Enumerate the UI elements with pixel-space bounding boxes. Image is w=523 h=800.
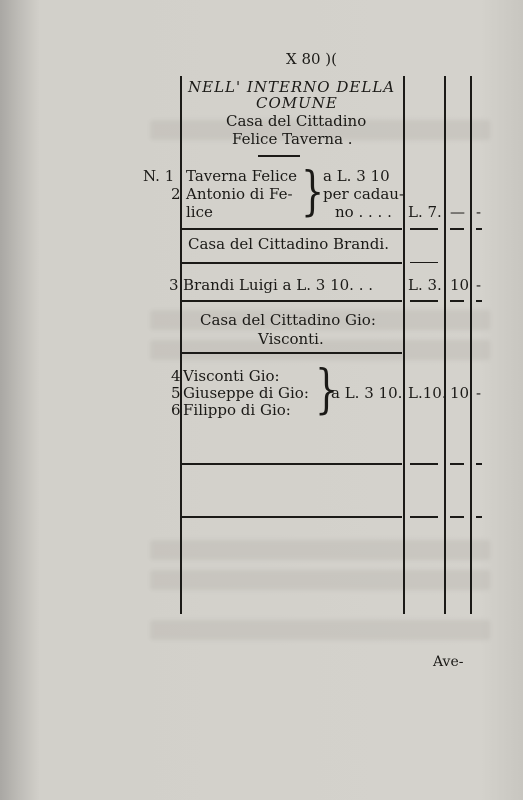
house-title: Casa del Cittadino Brandi. bbox=[188, 235, 389, 253]
entry-name: lice bbox=[186, 203, 213, 221]
separator-rule bbox=[476, 300, 482, 302]
entry-rate: per cadau- bbox=[323, 185, 405, 203]
col2-value: - bbox=[476, 203, 482, 221]
show-through bbox=[150, 620, 490, 640]
entry-name: Filippo di Gio: bbox=[183, 401, 291, 419]
brace-icon: } bbox=[300, 162, 325, 222]
col1-value: — bbox=[450, 203, 465, 221]
separator-rule bbox=[410, 228, 438, 230]
empty-row-rule bbox=[476, 463, 482, 465]
empty-row-rule bbox=[450, 516, 464, 518]
show-through bbox=[150, 570, 490, 590]
row-number: 2 bbox=[171, 185, 181, 203]
col1-rule bbox=[444, 76, 446, 614]
separator-rule bbox=[450, 300, 464, 302]
row-number: 5 bbox=[171, 384, 181, 402]
separator-rule bbox=[182, 352, 402, 354]
row-number: N. 1 bbox=[143, 167, 175, 185]
entry-rate: no . . . . bbox=[335, 203, 392, 221]
col1-value: 10 bbox=[450, 276, 470, 294]
col2-rule bbox=[470, 76, 472, 614]
separator-rule bbox=[182, 300, 402, 302]
col2-value: - bbox=[476, 384, 482, 402]
separator-rule bbox=[182, 228, 402, 230]
left-rule bbox=[180, 76, 182, 614]
house-title: Casa del Cittadino bbox=[226, 112, 367, 130]
col1-value: 10 bbox=[450, 384, 470, 402]
col2-value: - bbox=[476, 276, 482, 294]
separator-rule bbox=[410, 262, 438, 263]
row-number: 4 bbox=[171, 367, 181, 385]
house-title: Felice Taverna . bbox=[232, 130, 353, 148]
row-number: 6 bbox=[171, 401, 181, 419]
show-through bbox=[150, 540, 490, 560]
brace-icon: } bbox=[314, 360, 339, 420]
empty-row-rule bbox=[182, 463, 402, 465]
catchword: Ave- bbox=[433, 654, 464, 670]
separator-rule bbox=[182, 262, 402, 264]
entry-name: Taverna Felice bbox=[186, 167, 298, 185]
entry-rate: a L. 3 10. bbox=[331, 384, 403, 402]
row-number: 3 bbox=[169, 276, 179, 294]
entry-rate: a L. 3 10 bbox=[323, 167, 390, 185]
section-title: NELL' INTERNO DELLA bbox=[188, 78, 396, 96]
house-title: Visconti. bbox=[258, 330, 324, 348]
entry-name: Giuseppe di Gio: bbox=[183, 384, 309, 402]
entry-name: Antonio di Fe- bbox=[186, 185, 293, 203]
empty-row-rule bbox=[410, 463, 438, 465]
amount-rule bbox=[403, 76, 405, 614]
empty-row-rule bbox=[182, 516, 402, 518]
page-number: X 80 )( bbox=[286, 50, 338, 68]
separator-rule bbox=[410, 300, 438, 302]
section-subtitle: COMUNE bbox=[256, 94, 338, 112]
entry-total: L. 3. bbox=[408, 276, 442, 294]
entry-name: Brandi Luigi a L. 3 10. . . bbox=[183, 276, 373, 294]
entry-total: L. 7. bbox=[408, 203, 442, 221]
separator-rule bbox=[450, 228, 464, 230]
separator-rule bbox=[476, 228, 482, 230]
empty-row-rule bbox=[410, 516, 438, 518]
empty-row-rule bbox=[450, 463, 464, 465]
entry-total: L.10. bbox=[408, 384, 447, 402]
short-rule bbox=[258, 155, 300, 157]
entry-name: Visconti Gio: bbox=[183, 367, 280, 385]
house-title: Casa del Cittadino Gio: bbox=[200, 311, 376, 329]
empty-row-rule bbox=[476, 516, 482, 518]
